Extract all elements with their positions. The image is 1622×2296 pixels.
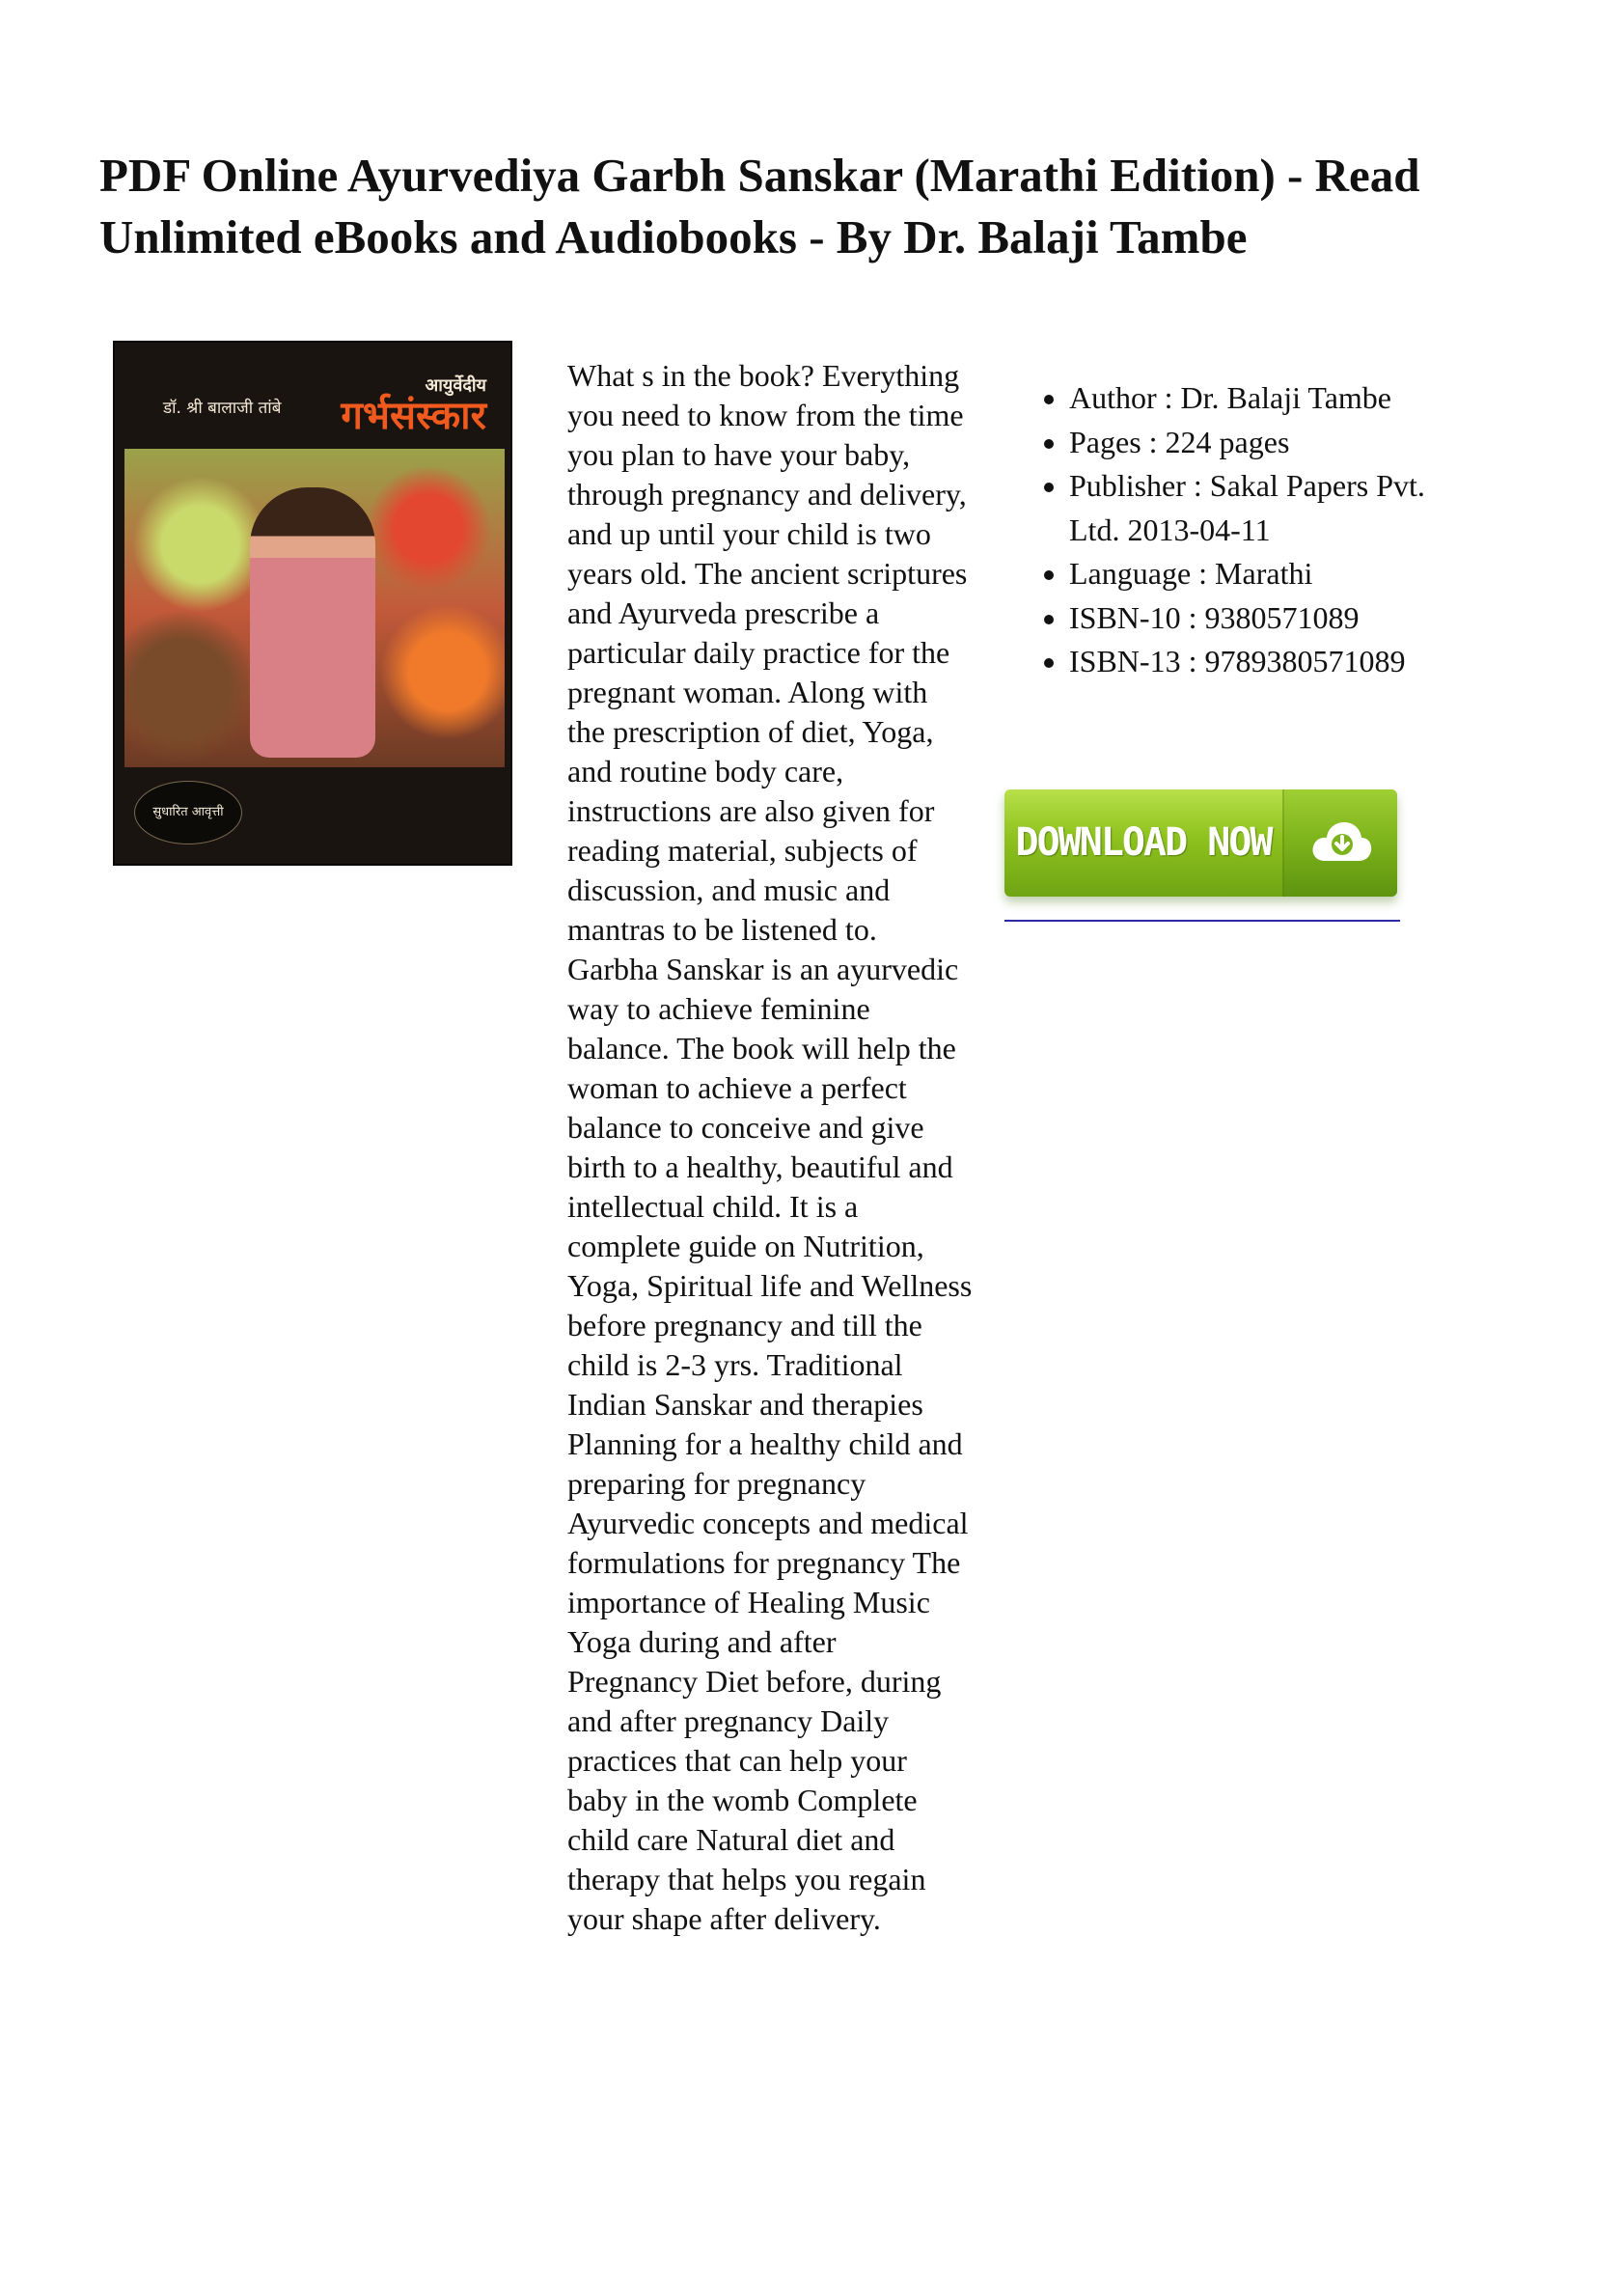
cover-title-small: आयुर्वेदीय (425, 375, 486, 396)
book-details-list (1031, 376, 1465, 684)
cover-badge: सुधारित आवृत्ती (134, 781, 242, 844)
detail-language: • Language : Marathi (1069, 552, 1465, 596)
detail-isbn13: • ISBN-13 : 9789380571089 (1069, 640, 1465, 684)
cover-title (341, 376, 486, 436)
cover-figure (250, 487, 375, 758)
book-description: What s in the book? Everything you need to know from the time you plan to have your baby, through pregnancy and delivery, and up until your child is two years old. The ancient scriptures and Ayurveda prescribe a particular daily practice for the pregnant woman. Along with the prescription of diet, Yoga, and routine body care, instructions are also given for reading material, subjects of discussion, and music and mantras to be listened to. Garbha Sanskar is an ayurvedic way to achieve feminine balance. The book will help the woman to achieve a perfect balance to conceive and give birth to a healthy, beautiful and intellectual child. It is a complete guide on Nutrition, Yoga, Spiritual life and Wellness before pregnancy and till the child is 2-3 yrs. Traditional Indian Sanskar and therapies Planning for a healthy child and preparing for pregnancy Ayurvedic concepts and medical formulations for pregnancy The importance of Healing Music Yoga during and after Pregnancy Diet before, during and after pregnancy Daily practices that can help your baby in the womb Complete child care Natural diet and therapy that helps you regain your shape after delivery. (567, 358, 973, 1936)
cover-author-text: डॉ. श्री बालाजी तांबे (163, 399, 282, 418)
detail-author: • Author : Dr. Balaji Tambe (1069, 376, 1465, 421)
detail-isbn10: • ISBN-10 : 9380571089 (1069, 596, 1465, 641)
download-now-label: DOWNLOAD NOW (1015, 820, 1272, 865)
book-cover-image (113, 341, 512, 866)
page-title: PDF Online Ayurvediya Garbh Sanskar (Marathi Edition) - Read Unlimited eBooks and Audiobooks - By Dr. Balaji Tambe (99, 149, 1420, 263)
cover-title-main: गर्भसंस्कार (341, 394, 486, 438)
cloud-download-icon (1284, 789, 1397, 897)
download-now-button[interactable] (1004, 789, 1397, 897)
detail-publisher: • Publisher : Sakal Papers Pvt. Ltd. 2013-04-11 (1069, 464, 1465, 552)
download-link-underline (1004, 920, 1400, 922)
detail-pages: • Pages : 224 pages (1069, 421, 1465, 465)
